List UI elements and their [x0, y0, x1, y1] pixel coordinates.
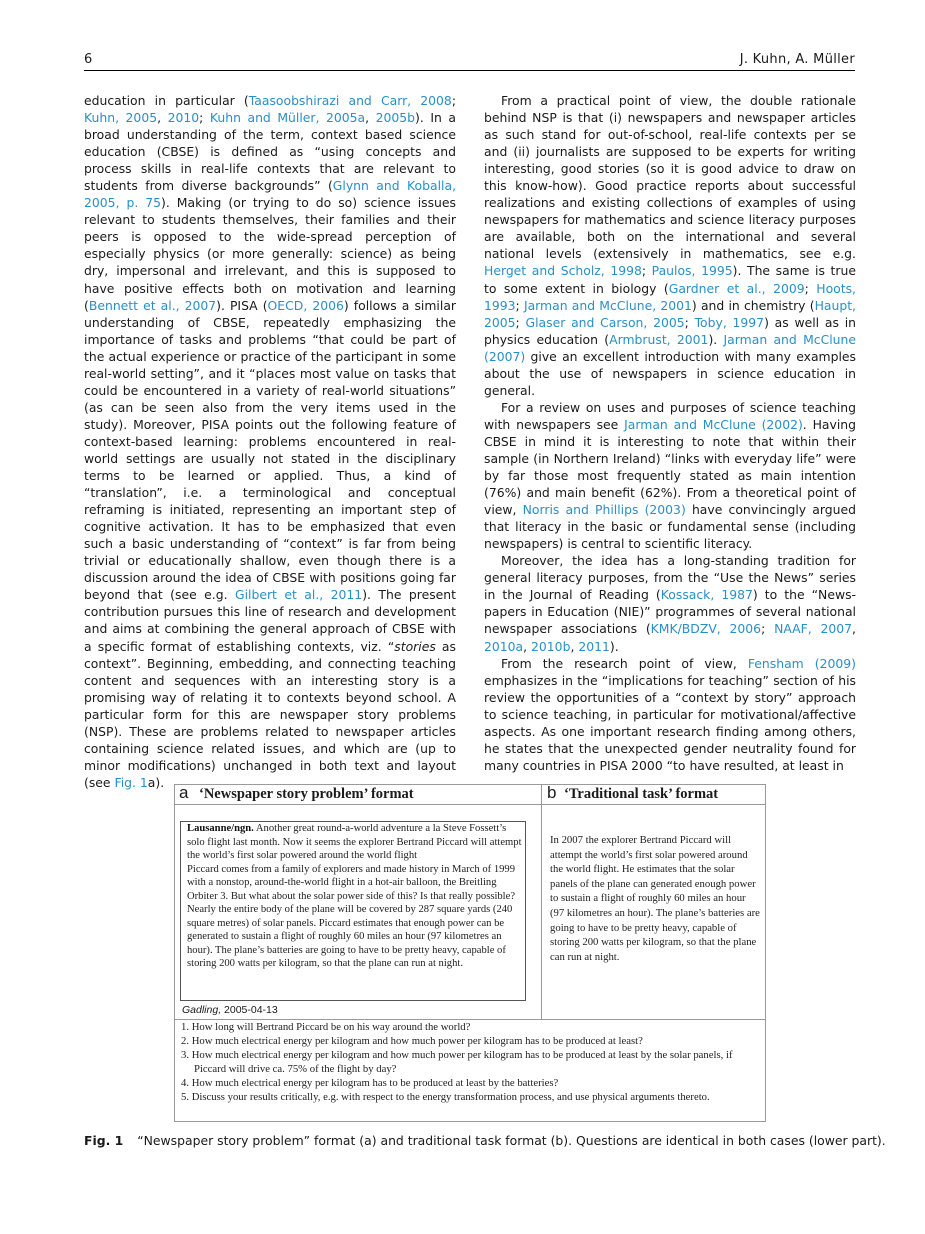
citation-link[interactable]: Gardner et al., 2009: [668, 280, 805, 296]
paragraph: [484, 399, 856, 552]
emphasis-text: stories: [394, 638, 436, 654]
citation-link[interactable]: Kuhn, 2005: [84, 110, 158, 126]
newspaper-source: [182, 1004, 278, 1016]
citation-link[interactable]: Jarman and McClune (2002): [624, 416, 803, 432]
citation-link[interactable]: Paulos, 1995: [651, 263, 733, 279]
figure-1: [174, 784, 766, 1122]
citation-link[interactable]: 2010a: [484, 638, 524, 654]
running-authors: J. Kuhn, A. Müller: [739, 52, 855, 67]
citation-link[interactable]: Norris and Phillips (2003): [522, 502, 686, 518]
right-text-column: [484, 92, 856, 774]
newspaper-dateline: Lausanne/ngn.: [187, 823, 254, 834]
left-text-column: [84, 92, 456, 791]
panel-b-body: [542, 805, 765, 1020]
text-run: as context”. Beginning, embedding, and connecting teaching content and sequences with an interesting story is a promising way of relating it to contexts beyond school. A particular form for this are newspaper story problems (NSP). These are problems related to newspaper articles containing science related issues, and which are (up to minor modifications) unchanged in both text and layout (see: [84, 638, 456, 790]
citation-link[interactable]: Gilbert et al., 2011: [234, 587, 363, 603]
citation-link[interactable]: Jarman and McClune (2007): [484, 331, 856, 364]
text-run: ,: [852, 621, 856, 637]
citation-link[interactable]: Bennett et al., 2007: [88, 297, 217, 313]
citation-link[interactable]: Kossack, 1987: [660, 587, 753, 603]
panel-b-header: [542, 785, 765, 805]
page-number: 6: [84, 52, 93, 67]
citation-link[interactable]: Kuhn and Müller, 2005a: [209, 110, 366, 126]
question-item: 5. Discuss your results critically, e.g. with respect to the energy transformation process, and use physical arguments thereto.: [181, 1090, 710, 1103]
citation-link[interactable]: NAAF, 2007: [774, 621, 853, 637]
text-run: ,: [157, 110, 168, 126]
paragraph: [84, 92, 456, 791]
text-run: ). In a broad understanding of the term, context based science education (CBSE) is defined as “using concepts and process skills in real-life contexts that are relevant to students from diverse backgrounds” (: [84, 110, 456, 194]
panel-a-header: [175, 785, 542, 805]
text-run: ).: [708, 331, 724, 347]
text-run: ). The same is true to some extent in biology (: [484, 263, 856, 296]
text-run: ;: [684, 314, 695, 330]
caption-text: “Newspaper story problem” format (a) and traditional task format (b). Questions are identical in both cases (lower part).: [137, 1133, 886, 1148]
panel-b-letter: b: [547, 783, 557, 802]
text-run: ;: [641, 263, 652, 279]
question-item: 3. How much electrical energy per kilogram and how much power per kilogram has to be produced at least by the solar panels, if Piccard will drive ca. 75% of the flight by day?: [181, 1048, 733, 1075]
citation-link[interactable]: Taasoobshirazi and Carr, 2008: [248, 93, 452, 108]
panel-a-letter: a: [179, 783, 189, 802]
citation-link[interactable]: Herget and Scholz, 1998: [484, 263, 642, 279]
text-run: From the research point of view,: [501, 655, 748, 671]
text-run: ). The present contribution pursues this line of research and development and aims at combining the general approach of CBSE with a specific format of establishing contexts, viz. “: [84, 587, 456, 654]
citation-link[interactable]: Fensham (2009): [747, 655, 856, 671]
citation-link[interactable]: Hoots, 1993: [484, 280, 856, 313]
text-run: From a practical point of view, the double rationale behind NSP is that (i) newspapers and newspaper articles as such stand for out-of-school, real-life contexts per se and (ii) journalists are supposed to be experts for writing interesting, good stories (so it is good advice to draw on this know-how). Good practice reports about successful realizations and existing collections of examples of using newspapers for mathematics and science literacy purposes are available, both on the international and several national levels (extensively in mathematics, see e.g.: [484, 93, 856, 262]
text-run: a).: [147, 774, 165, 790]
text-run: ;: [515, 314, 526, 330]
text-run: ). PISA (: [216, 297, 268, 313]
citation-link[interactable]: 2010: [167, 110, 200, 126]
citation-link[interactable]: 2010b: [531, 638, 571, 654]
text-run: ) and in chemistry (: [691, 297, 815, 313]
citation-link[interactable]: Glynn and Koballa, 2005, p. 75: [84, 178, 457, 211]
traditional-task-text: In 2007 the explorer Bertrand Piccard will attempt the world’s first solar powered around the world flight. He estimates that the solar panels of the plane can generated enough power to sustain a flight of roughly 60 miles an hour (97 kilometres an hour). The plane’s batteries are going to have to be pretty heavy, capable of storing 200 watts per kilogram, so that the plane can run at night.: [550, 834, 760, 963]
panel-b-title: ‘Traditional task’ format: [564, 786, 719, 802]
question-item: 2. How much electrical energy per kilogram and how much power per kilogram has to be produced at least?: [181, 1034, 643, 1047]
text-run: ;: [761, 621, 775, 637]
newspaper-text: Another great round-a-world adventure a la Steve Fossett’s solo flight last month. Now it seems the explorer Bertrand Piccard will attempt the world’s first solar powered around the world flight Piccard comes from a family of explorers and made history in March of 1999 with a nonstop, around-the-world flight in a hot-air balloon, the Breitling Orbiter 3. But what about the solar power side of this? Is that really possible? Nearly the entire body of the plane will be covered by 287 square yards (240 square metres) of solar panels. Piccard estimates that enough power can be generated to sustain a flight of roughly 60 miles an hour (97 kilometres an hour). The plane’s batteries are going to have to be pretty heavy, capable of storing 200 watts per kilogram, so that the plane can run at night.: [187, 823, 522, 969]
text-run: ;: [199, 110, 210, 126]
text-run: Moreover, the idea has a long-standing tradition for general literacy purposes, from the “Use the News” series in the Journal of Reading (: [484, 553, 856, 603]
text-run: ) to the “Newspapers in Education (NIE)” programmes of several national newspaper associations (: [484, 587, 857, 637]
paragraph: [484, 655, 856, 774]
paragraph: [484, 92, 856, 399]
text-run: ,: [523, 638, 532, 654]
source-date: 2005-04-13: [221, 1004, 278, 1016]
caption-label: Fig. 1: [84, 1133, 124, 1148]
question-item: 1. How long will Bertrand Piccard be on his way around the world?: [181, 1021, 471, 1033]
text-run: ;: [451, 93, 456, 108]
text-run: emphasizes in the “implications for teaching” section of his review the opportunities of a “context by story” approach to science teaching, in particular for motivational/affective aspects. As one important research finding among others, he states that the unexpected gender neutrality found for many countries in PISA 2000 “to have resulted, at least in: [484, 672, 856, 773]
citation-link[interactable]: OECD, 2006: [267, 297, 344, 313]
text-run: ) as well as in physics education (: [484, 314, 856, 347]
citation-link[interactable]: Jarman and McClune, 2001: [523, 297, 692, 313]
panel-a-title: ‘Newspaper story problem’ format: [199, 786, 414, 802]
citation-link[interactable]: Glaser and Carson, 2005: [525, 314, 685, 330]
running-header: [84, 50, 855, 71]
source-name: Gadling,: [182, 1004, 222, 1016]
question-list: [181, 1021, 759, 1104]
paragraph: [484, 552, 856, 654]
text-run: ) follows a similar understanding of CBSE, repeatedly emphasizing the importance of tasks and problems “that could be part of the actual experience or practice of the participant in some real-world setting”, and it “places most value on tasks that could be encountered in a variety of real-world situations” (as can be seen also from the very items used in the study). Moreover, PISA points out the following feature of context-based learning: problems encountered in real-world settings are usually not stated in the disciplinary terms to be learned or applied. Thus, a kind of “translation”, i.e. a terminological and conceptual reframing is initiated, representing an important step of cognitive activation. It has to be emphasized that even such a basic understanding of “context” is far from being trivial or educationally shallow, even though there is a discussion around the idea of CBSE with positions going far beyond that (see e.g.: [84, 297, 456, 603]
text-run: ). Making (or trying to do so) science issues relevant to students themselves, their families and their peers is opposed to the wide-spread perception of especially physics (or more generally: science) as being dry, impersonal and irrelevant, and this is supposed to have positive effects both on motivation and learning (: [84, 195, 456, 313]
text-run: give an excellent introduction with many examples about the use of newspapers in science education in general.: [484, 348, 856, 398]
text-run: ,: [365, 110, 376, 126]
citation-link[interactable]: 2005b: [375, 110, 416, 126]
citation-link[interactable]: Haupt, 2005: [484, 297, 856, 330]
panel-a-body: [175, 805, 542, 1020]
citation-link[interactable]: Toby, 1997: [694, 314, 765, 330]
newspaper-article: [180, 821, 526, 1001]
text-run: education in particular (: [84, 93, 249, 108]
text-run: For a review on uses and purposes of science teaching with newspapers see: [484, 399, 856, 432]
text-run: ;: [804, 280, 817, 296]
text-run: ).: [609, 638, 619, 654]
citation-link[interactable]: KMK/BDZV, 2006: [650, 621, 762, 637]
figure-caption: [84, 1132, 884, 1149]
text-run: have convincingly argued that literacy in the basic or fundamental sense (including newspapers) is central to scientific literacy.: [484, 502, 856, 552]
question-item: 4. How much electrical energy per kilogram has to be produced at least by the batteries?: [181, 1076, 559, 1089]
citation-link[interactable]: 2011: [578, 638, 610, 654]
text-run: ,: [570, 638, 579, 654]
citation-link[interactable]: Armbrust, 2001: [609, 331, 709, 347]
text-run: . Having CBSE in mind it is interesting to note that within their sample (in Northern Ireland) “links with everyday life” were by far those most frequently stated as main intention (76%) and main benefit (62%). From a theoretical point of view,: [484, 416, 856, 518]
citation-link[interactable]: Fig. 1: [114, 774, 148, 790]
text-run: ;: [515, 297, 524, 313]
